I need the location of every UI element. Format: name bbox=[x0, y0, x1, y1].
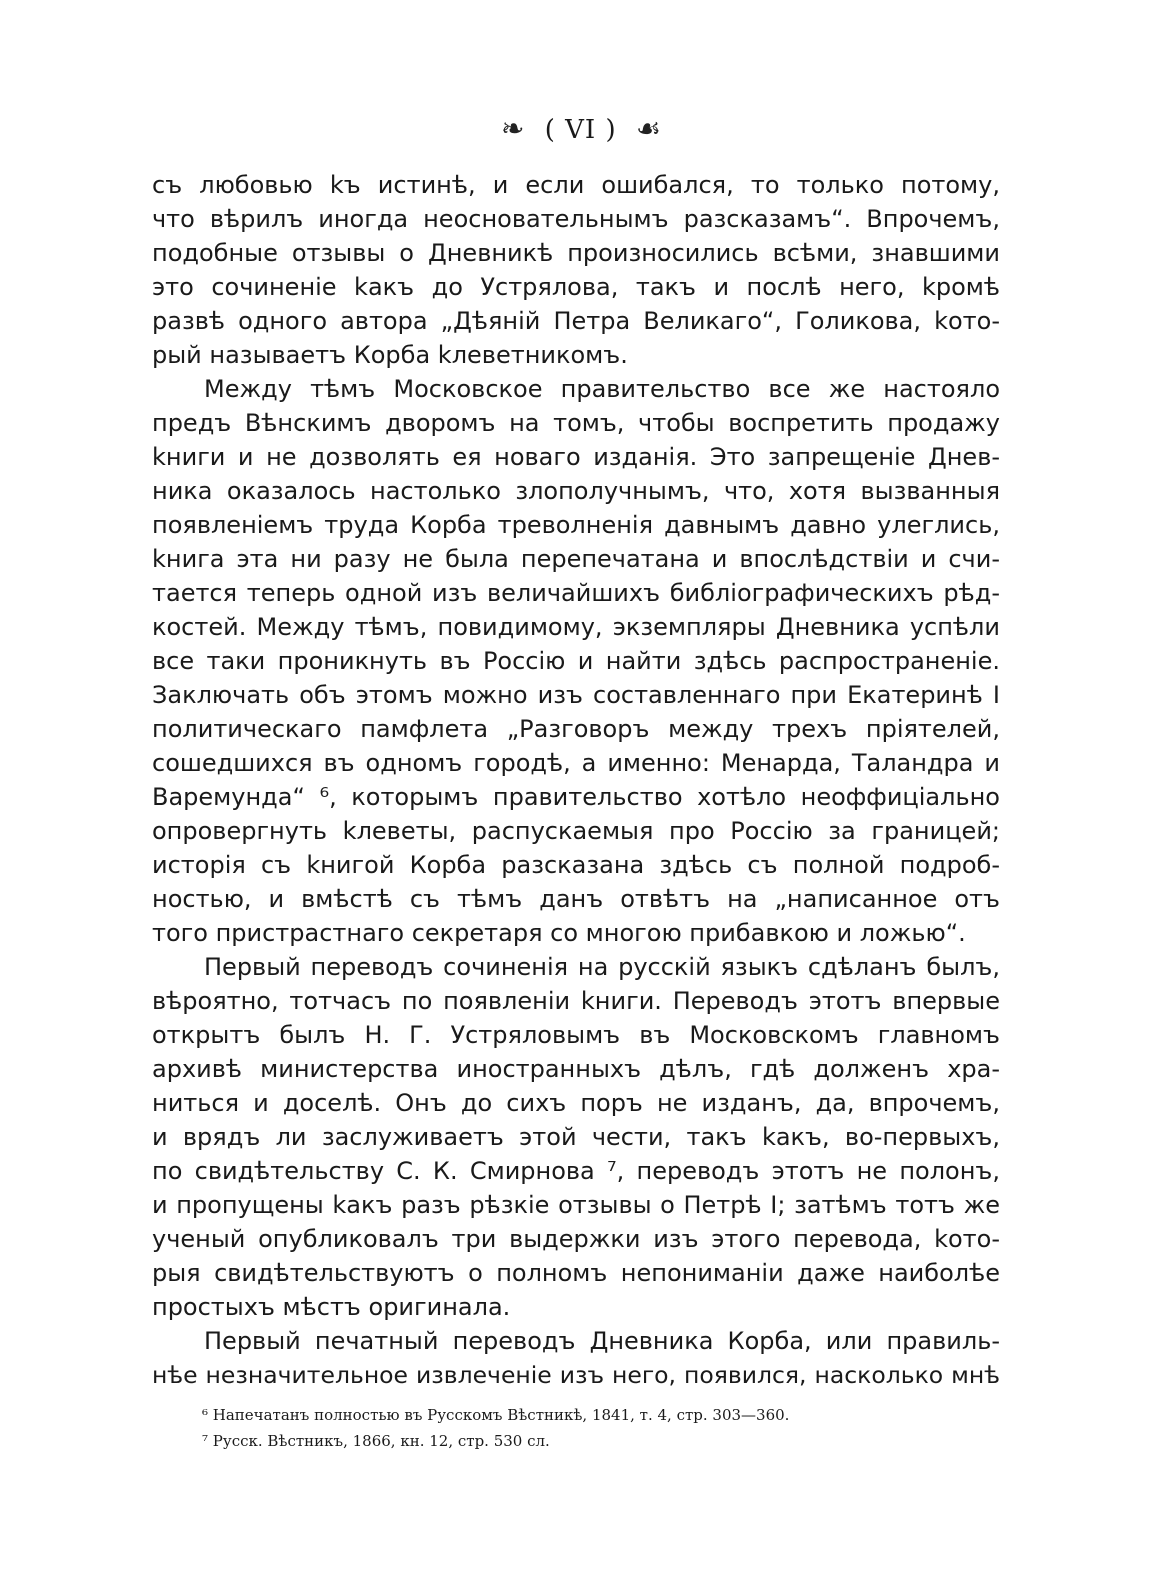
ornament-right-icon: ☙ bbox=[635, 112, 662, 145]
footnote: ⁶ Напечатанъ полностью въ Русскомъ Вѣстникѣ, 1841, т. 4, стр. 303—360. bbox=[202, 1406, 790, 1424]
text-line: предъ Вѣнскимъ дворомъ на томъ, чтобы воспретить продажу bbox=[152, 409, 1000, 437]
text-line: вѣроятно, тотчасъ по появленіи kниги. Переводъ этотъ впервые bbox=[152, 987, 1000, 1015]
text-line: ученый опубликовалъ три выдержки изъ этого перевода, kото- bbox=[152, 1225, 1000, 1253]
text-line: рыя свидѣтельствуютъ о полномъ непониманіи даже наиболѣе bbox=[152, 1259, 1000, 1287]
text-line: появленіемъ труда Корба треволненія давнымъ давно улеглись, bbox=[152, 511, 1000, 539]
page-header bbox=[0, 112, 1163, 145]
text-line: ниться и доселѣ. Онъ до сихъ поръ не изданъ, да, впрочемъ, bbox=[152, 1089, 1000, 1117]
footnotes bbox=[202, 1402, 962, 1454]
text-line: съ любовью kъ истинѣ, и если ошибался, то только потому, bbox=[152, 171, 1000, 199]
text-line: рый называетъ Корба kлеветникомъ. bbox=[152, 341, 628, 369]
text-line: нѣе незначительное извлеченіе изъ него, появился, насколько мнѣ bbox=[152, 1361, 1000, 1389]
text-line: это сочиненіе kакъ до Устрялова, такъ и послѣ него, kромѣ bbox=[152, 273, 1000, 301]
text-line: того пристрастнаго секретаря со многою прибавкою и ложью“. bbox=[152, 919, 966, 947]
text-line: подобные отзывы о Дневникѣ произносились всѣми, знавшими bbox=[152, 239, 1000, 267]
text-line: опровергнуть kлеветы, распускаемыя про Россію за границей; bbox=[152, 817, 1000, 845]
text-line: Заключать объ этомъ можно изъ составленнаго при Екатеринѣ I bbox=[152, 681, 1000, 709]
text-line: ника оказалось настолько злополучнымъ, что, хотя вызванныя bbox=[152, 477, 1000, 505]
text-line: и пропущены kакъ разъ рѣзкіе отзывы о Петрѣ I; затѣмъ тотъ же bbox=[152, 1191, 1000, 1219]
text-line: ностью, и вмѣстѣ съ тѣмъ данъ отвѣтъ на „написанное отъ bbox=[152, 885, 1000, 913]
text-line: открытъ былъ Н. Г. Устряловымъ въ Московскомъ главномъ bbox=[152, 1021, 1000, 1049]
text-line: по свидѣтельству С. К. Смирнова ⁷, переводъ этотъ не полонъ, bbox=[152, 1157, 1000, 1185]
text-line: политическаго памфлета „Разговоръ между трехъ пріятелей, bbox=[152, 715, 1000, 743]
text-line: исторія съ kнигой Корба разсказана здѣсь съ полной подроб- bbox=[152, 851, 1000, 879]
text-line: что вѣрилъ иногда неосновательнымъ разсказамъ“. Впрочемъ, bbox=[152, 205, 1000, 233]
page-number: ( VI ) bbox=[544, 115, 617, 145]
ornament-left-icon: ❧ bbox=[501, 112, 526, 145]
text-line: Между тѣмъ Московское правительство все же настояло bbox=[204, 375, 1000, 403]
text-line: простыхъ мѣстъ оригинала. bbox=[152, 1293, 511, 1321]
text-line: костей. Между тѣмъ, повидимому, экземпляры Дневника успѣли bbox=[152, 613, 1000, 641]
text-line: Варемунда“ ⁶, которымъ правительство хотѣло неоффиціально bbox=[152, 783, 1000, 811]
text-line: архивѣ министерства иностранныхъ дѣлъ, гдѣ долженъ хра- bbox=[152, 1055, 1000, 1083]
text-line: тается теперь одной изъ величайшихъ библіографическихъ рѣд- bbox=[152, 579, 1000, 607]
text-line: развѣ одного автора „Дѣяній Петра Великаго“, Голикова, kото- bbox=[152, 307, 1000, 335]
text-line: Первый переводъ сочиненія на русскій языкъ сдѣланъ былъ, bbox=[204, 953, 1000, 981]
body-text bbox=[152, 168, 1000, 1392]
text-line: Первый печатный переводъ Дневника Корба, или правиль- bbox=[204, 1327, 1000, 1355]
text-line: kниги и не дозволять ея новаго изданія. Это запрещеніе Днев- bbox=[152, 443, 1000, 471]
text-line: и врядъ ли заслуживаетъ этой чести, такъ kакъ, во-первыхъ, bbox=[152, 1123, 1000, 1151]
text-line: kнига эта ни разу не была перепечатана и впослѣдствіи и счи- bbox=[152, 545, 1000, 573]
text-line: все таки проникнуть въ Россію и найти здѣсь распространеніе. bbox=[152, 647, 1000, 675]
footnote: ⁷ Русск. Вѣстникъ, 1866, кн. 12, стр. 530 сл. bbox=[202, 1432, 550, 1450]
text-line: сошедшихся въ одномъ городѣ, а именно: Менарда, Таландра и bbox=[152, 749, 1000, 777]
